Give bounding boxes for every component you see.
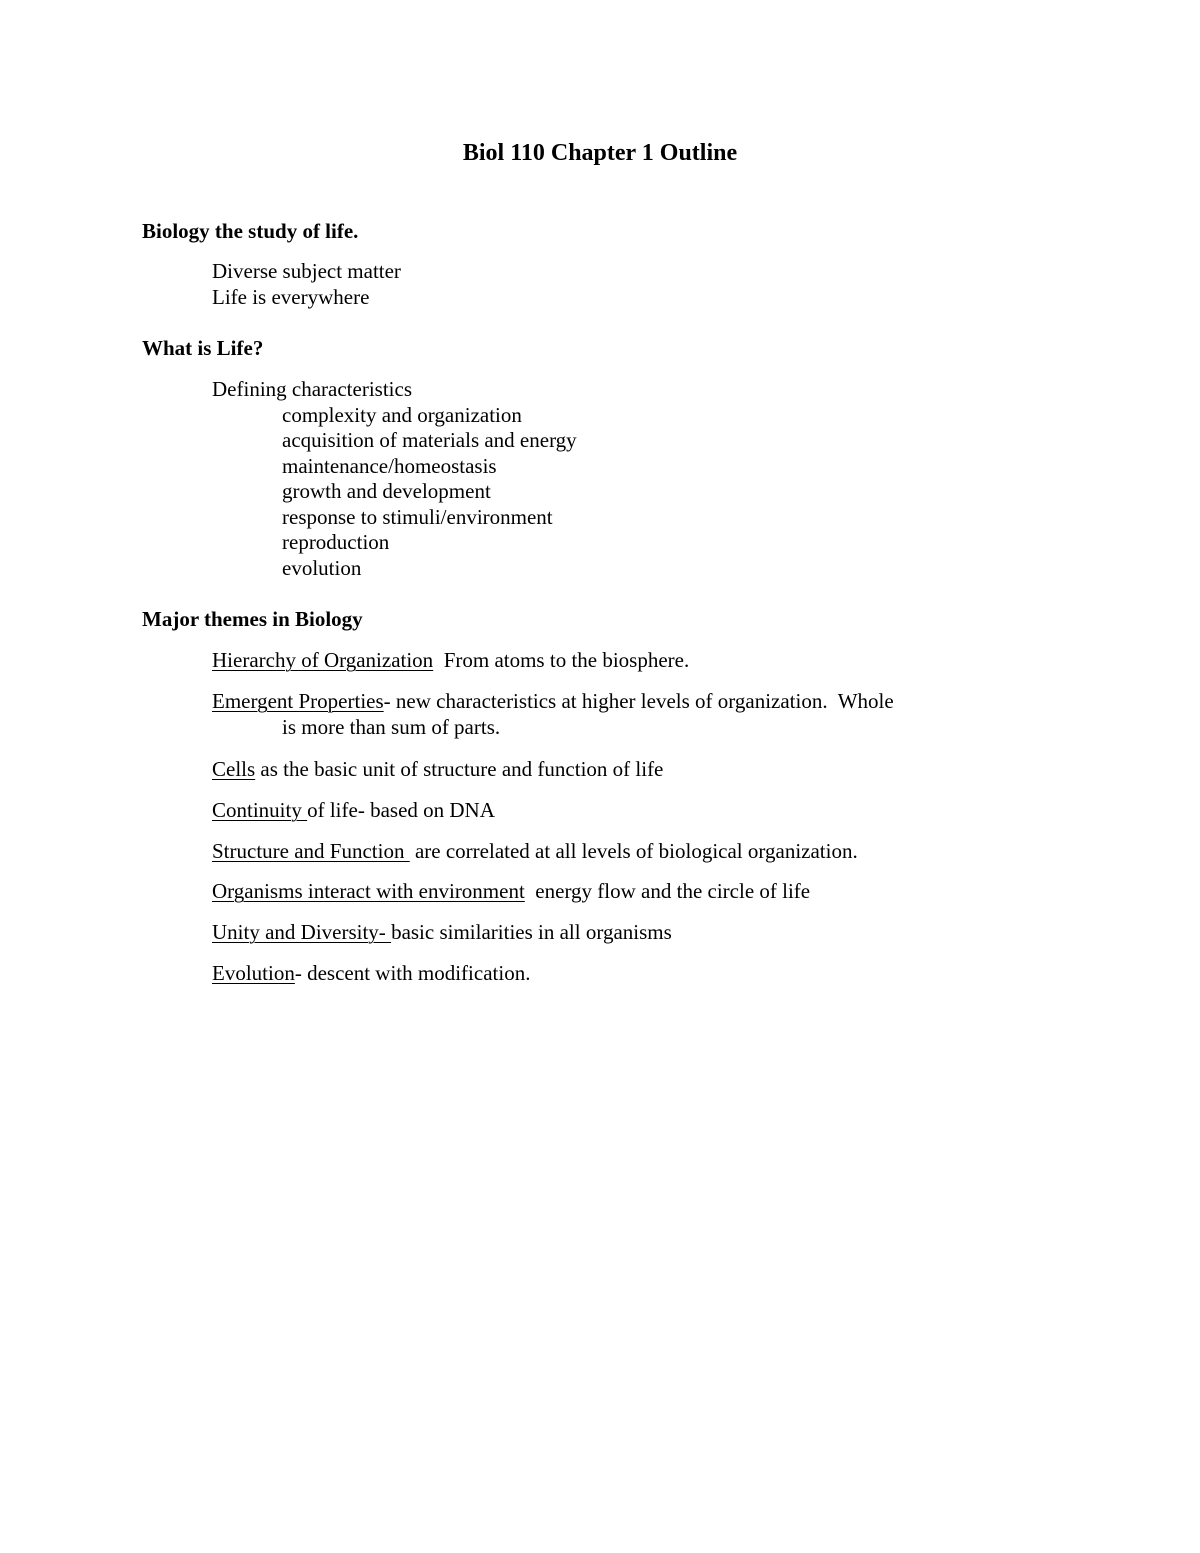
list-item: evolution — [282, 556, 362, 580]
theme-description: of life- based on DNA — [307, 798, 495, 822]
theme-term: Evolution — [212, 961, 295, 985]
characteristics-intro: Defining characteristics — [212, 377, 412, 401]
theme-term: Unity and Diversity- — [212, 920, 392, 944]
theme-description: - descent with modification. — [294, 961, 531, 985]
theme-term: Structure and Function — [212, 839, 410, 863]
theme-term: Cells — [212, 757, 256, 781]
theme-description: basic similarities in all organisms — [391, 920, 672, 944]
theme-description: as the basic unit of structure and function of life — [255, 757, 664, 781]
theme-description: are correlated at all levels of biological organization. — [409, 839, 858, 863]
list-item: maintenance/homeostasis — [282, 454, 497, 478]
theme-item — [212, 797, 495, 823]
theme-item — [212, 960, 530, 986]
list-item: acquisition of materials and energy — [282, 428, 577, 452]
list-item: response to stimuli/environment — [282, 505, 553, 529]
section-heading-what-is-life: What is Life? — [142, 336, 264, 360]
theme-item — [212, 919, 672, 945]
theme-description: From atoms to the biosphere. — [433, 648, 690, 672]
theme-description: - new characteristics at higher levels of organization. Whole — [383, 689, 894, 713]
theme-item — [212, 878, 810, 904]
theme-item — [212, 756, 663, 782]
theme-term: Continuity — [212, 798, 308, 822]
page-title: Biol 110 Chapter 1 Outline — [462, 140, 738, 166]
list-item: complexity and organization — [282, 403, 522, 427]
theme-item — [212, 647, 689, 673]
list-item: Diverse subject matter — [212, 259, 401, 283]
theme-description: energy flow and the circle of life — [524, 879, 811, 903]
theme-term: Emergent Properties — [212, 689, 384, 713]
section-heading-major-themes: Major themes in Biology — [142, 607, 363, 631]
theme-term: Organisms interact with environment — [212, 879, 525, 903]
list-item: Life is everywhere — [212, 285, 370, 309]
section-heading-biology: Biology the study of life. — [142, 219, 359, 243]
list-item: growth and development — [282, 479, 491, 503]
theme-continuation: is more than sum of parts. — [282, 715, 501, 739]
theme-term: Hierarchy of Organization — [212, 648, 434, 672]
theme-item — [212, 838, 858, 864]
list-item: reproduction — [282, 530, 390, 554]
theme-item — [212, 688, 894, 714]
